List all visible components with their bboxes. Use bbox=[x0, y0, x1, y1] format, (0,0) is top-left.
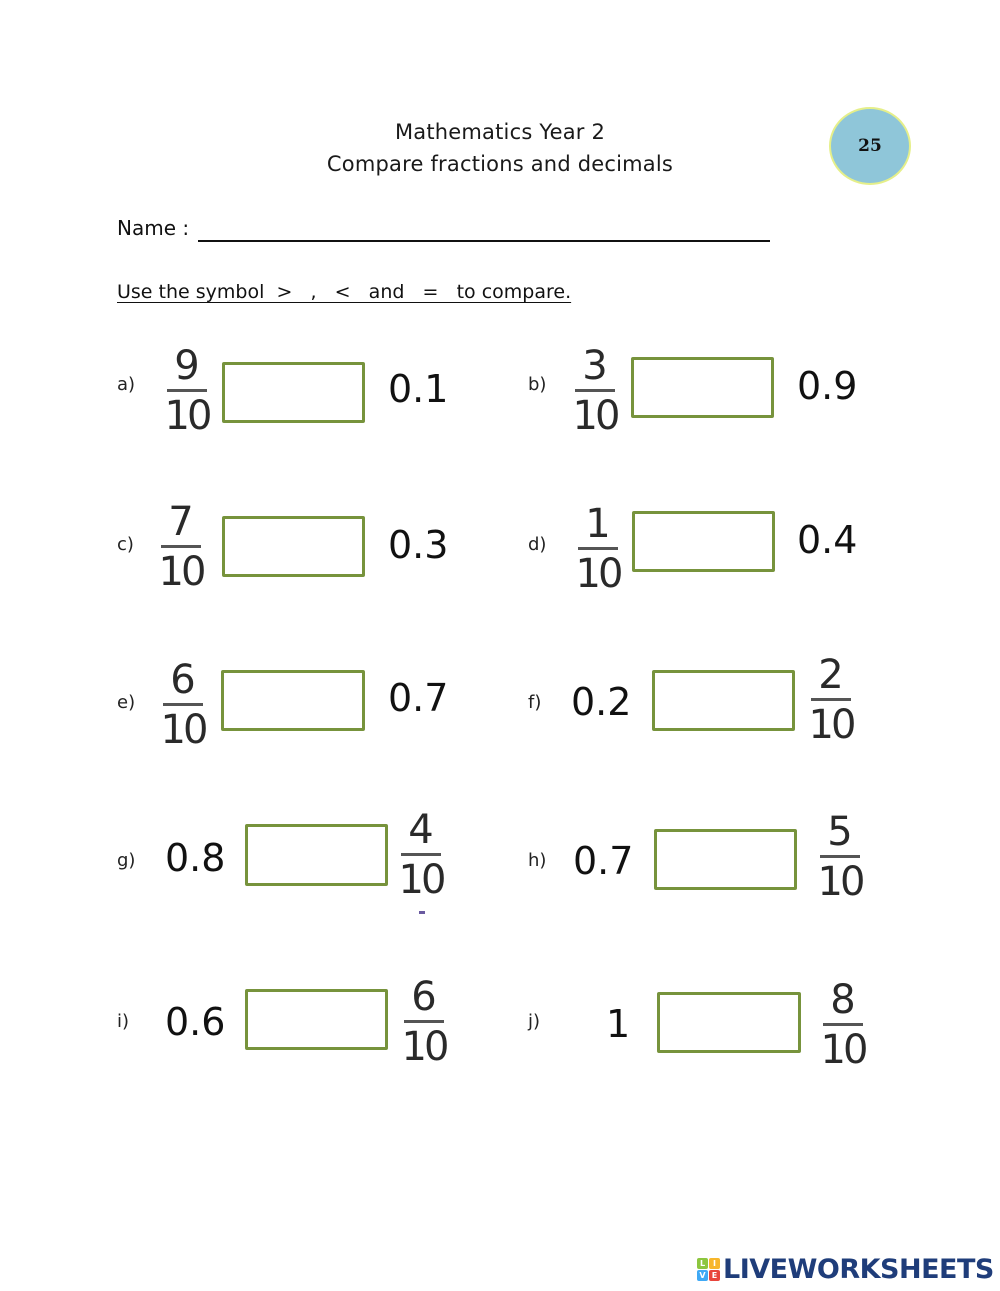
question-b-fraction bbox=[572, 344, 618, 438]
question-a-decimal: 0.1 bbox=[388, 367, 449, 411]
denominator: 10 bbox=[160, 707, 206, 753]
denominator: 10 bbox=[398, 857, 444, 903]
question-g-answer-box[interactable] bbox=[245, 824, 388, 886]
question-e-decimal: 0.7 bbox=[388, 676, 449, 720]
question-c-label: c) bbox=[117, 534, 134, 555]
question-h-fraction bbox=[817, 810, 863, 904]
liveworksheets-logo[interactable] bbox=[697, 1254, 994, 1285]
question-h-answer-box[interactable] bbox=[654, 829, 797, 890]
fraction-bar bbox=[161, 545, 201, 548]
logo-tile: E bbox=[709, 1270, 720, 1281]
question-f-decimal: 0.2 bbox=[571, 680, 632, 724]
numerator: 7 bbox=[168, 499, 194, 545]
fraction-bar bbox=[167, 389, 207, 392]
numerator: 3 bbox=[582, 343, 608, 389]
page-number-badge: 25 bbox=[829, 107, 911, 185]
question-c-decimal: 0.3 bbox=[388, 523, 449, 567]
numerator: 1 bbox=[585, 501, 611, 547]
fraction-bar bbox=[575, 389, 615, 392]
question-j-answer-box[interactable] bbox=[657, 992, 801, 1053]
logo-tile: V bbox=[697, 1270, 708, 1281]
numerator: 4 bbox=[408, 807, 434, 853]
question-j-label: j) bbox=[528, 1011, 541, 1032]
worksheet-subtitle: Compare fractions and decimals bbox=[326, 152, 674, 176]
question-i-decimal: 0.6 bbox=[165, 1000, 226, 1044]
fraction-bar bbox=[404, 1020, 444, 1023]
denominator: 10 bbox=[158, 549, 204, 595]
question-i-fraction bbox=[401, 975, 447, 1069]
question-f-fraction bbox=[808, 653, 854, 747]
denominator: 10 bbox=[572, 393, 618, 439]
denominator: 10 bbox=[808, 702, 854, 748]
question-d-decimal: 0.4 bbox=[797, 518, 858, 562]
question-d-fraction bbox=[575, 502, 621, 596]
numerator: 5 bbox=[827, 809, 853, 855]
worksheet-title: Mathematics Year 2 bbox=[394, 120, 606, 144]
question-i-label: i) bbox=[117, 1011, 130, 1032]
denominator: 10 bbox=[817, 859, 863, 905]
name-label: Name : bbox=[117, 216, 190, 240]
numerator: 8 bbox=[830, 977, 856, 1023]
question-b-label: b) bbox=[528, 374, 547, 395]
question-g-fraction bbox=[398, 808, 444, 902]
fraction-bar bbox=[578, 547, 618, 550]
question-e-answer-box[interactable] bbox=[221, 670, 365, 731]
question-d-label: d) bbox=[528, 534, 547, 555]
question-i-answer-box[interactable] bbox=[245, 989, 388, 1050]
question-b-answer-box[interactable] bbox=[631, 357, 774, 418]
question-j-fraction bbox=[820, 978, 866, 1072]
question-c-answer-box[interactable] bbox=[222, 516, 365, 577]
instruction-text: Use the symbol > , < and = to compare. bbox=[117, 281, 572, 303]
live-tiles-icon bbox=[697, 1258, 720, 1281]
numerator: 6 bbox=[411, 974, 437, 1020]
question-h-decimal: 0.7 bbox=[573, 839, 634, 883]
logo-tile: I bbox=[709, 1258, 720, 1269]
question-g-label: g) bbox=[117, 850, 136, 871]
numerator: 9 bbox=[174, 343, 200, 389]
stray-mark bbox=[419, 911, 425, 914]
question-d-answer-box[interactable] bbox=[632, 511, 775, 572]
numerator: 6 bbox=[170, 657, 196, 703]
denominator: 10 bbox=[164, 393, 210, 439]
fraction-bar bbox=[823, 1023, 863, 1026]
denominator: 10 bbox=[820, 1027, 866, 1073]
question-a-answer-box[interactable] bbox=[222, 362, 365, 423]
fraction-bar bbox=[163, 703, 203, 706]
logo-text: LIVEWORKSHEETS bbox=[723, 1254, 994, 1285]
question-b-decimal: 0.9 bbox=[797, 364, 858, 408]
denominator: 10 bbox=[575, 551, 621, 597]
question-c-fraction bbox=[158, 500, 204, 594]
question-g-decimal: 0.8 bbox=[165, 836, 226, 880]
fraction-bar bbox=[811, 698, 851, 701]
numerator: 2 bbox=[818, 652, 844, 698]
fraction-bar bbox=[820, 855, 860, 858]
question-j-whole-number: 1 bbox=[606, 1002, 631, 1046]
question-e-label: e) bbox=[117, 692, 136, 713]
question-a-fraction bbox=[164, 344, 210, 438]
logo-tile: L bbox=[697, 1258, 708, 1269]
question-f-label: f) bbox=[528, 692, 542, 713]
question-a-label: a) bbox=[117, 374, 136, 395]
question-h-label: h) bbox=[528, 850, 547, 871]
question-f-answer-box[interactable] bbox=[652, 670, 795, 731]
fraction-bar bbox=[401, 853, 441, 856]
name-input-line[interactable] bbox=[198, 240, 770, 242]
denominator: 10 bbox=[401, 1024, 447, 1070]
question-e-fraction bbox=[160, 658, 206, 752]
